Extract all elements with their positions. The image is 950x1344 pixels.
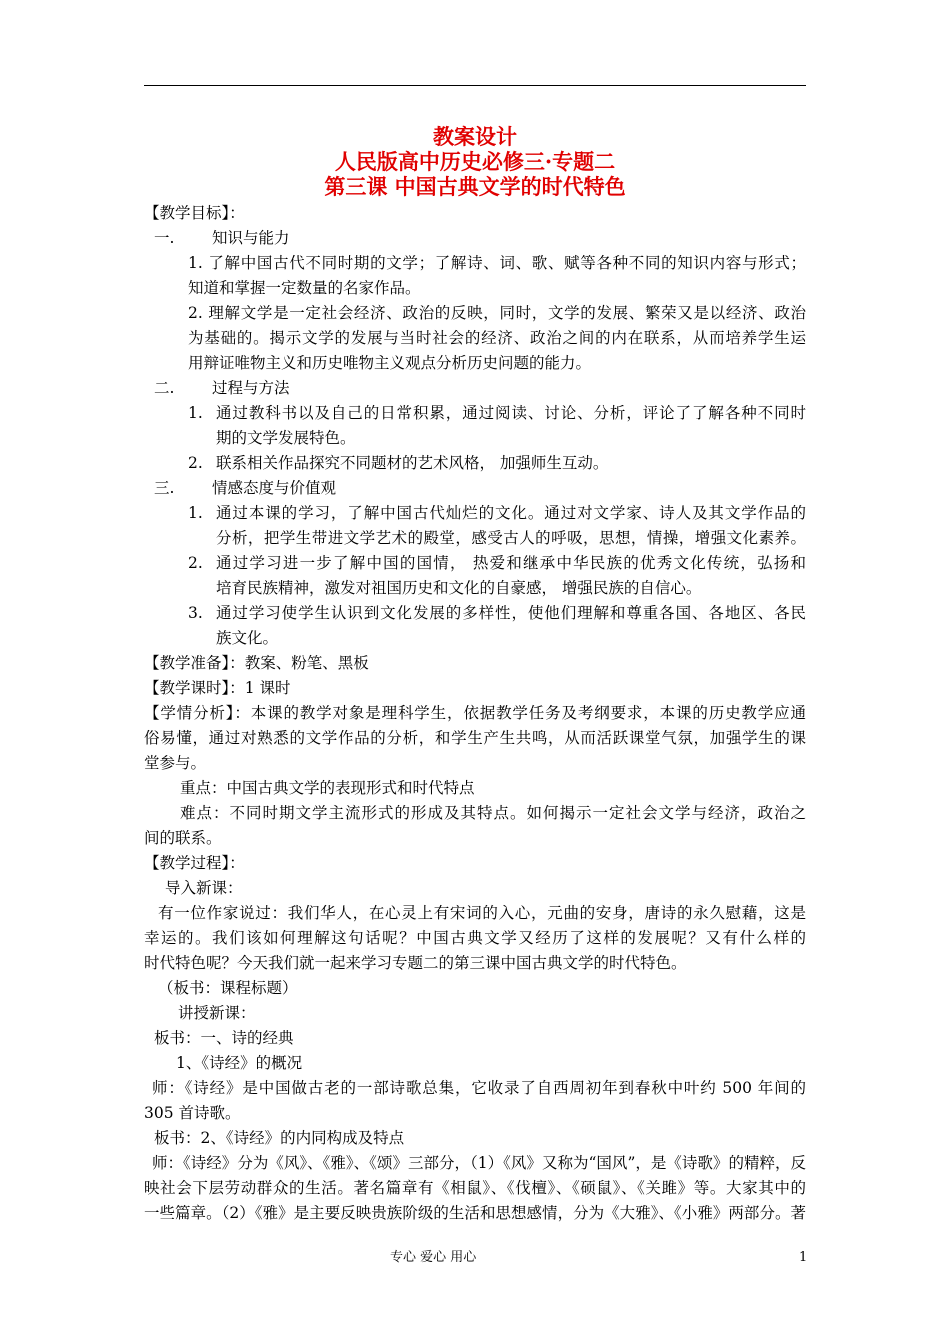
attitude-3-line-2: 族文化。 (216, 629, 279, 647)
teaching-hours: 【教学课时】：1 课时 (144, 679, 291, 697)
key-point: 重点：中国古典文学的表现形式和时代特点 (180, 779, 475, 797)
attitude-2-number: 2. (188, 554, 203, 572)
attitude-2-line-2: 培育民族精神，激发对祖国历史和文化的自豪感， 增强民族的自信心。 (216, 579, 702, 597)
footer-motto: 专心 爱心 用心 (390, 1250, 477, 1265)
board-note-poetry: 板书：一、诗的经典 (154, 1029, 294, 1047)
attitude-3-number: 3. (188, 604, 203, 622)
goal-2-line-2: 为基础的。揭示文学的发展与当时社会的经济、政治之间的内在联系，从而培养学生运 (188, 329, 806, 347)
analysis-line-3: 堂参与。 (144, 754, 207, 772)
attitude-1-line-1: 通过本课的学习，了解中国古代灿烂的文化。通过对文学家、诗人及其文学作品的 (216, 504, 806, 522)
section-1-title: 知识与能力 (212, 229, 290, 247)
intro-line-1: 有一位作家说过：我们华人，在心灵上有宋词的入心，元曲的安身，唐诗的永久慰藉，这是 (158, 904, 806, 922)
goals-heading: 【教学目标】： (144, 204, 245, 222)
attitude-3-line-1: 通过学习使学生认识到文化发展的多样性，使他们理解和尊重各国、各地区、各民 (216, 604, 806, 622)
teacher-text-2-line-3: 一些篇章。（2）《雅》是主要反映贵族阶级的生活和思想感情，分为《大雅》、《小雅》两部分。著 (144, 1204, 806, 1222)
teacher-text-1-line-2: 305 首诗歌。 (144, 1104, 241, 1122)
header-rule (144, 85, 806, 86)
section-3-title: 情感态度与价值观 (212, 479, 337, 497)
intro-label: 导入新课： (165, 879, 243, 897)
teacher-text-1-line-1: 师：《诗经》是中国做古老的一部诗歌总集，它收录了自西周初年到春秋中叶约 500 年间的 (152, 1079, 806, 1097)
analysis-line-2: 俗易懂，通过对熟悉的文学作品的分析，和学生产生共鸣，从而活跃课堂气氛，加强学生的课 (144, 729, 806, 747)
intro-line-2: 幸运的。我们该如何理解这句话呢？中国古典文学又经历了这样的发展呢？又有什么样的 (144, 929, 806, 947)
board-note-title: （板书：课程标题） (158, 979, 298, 997)
method-2-line-1: 联系相关作品探究不同题材的艺术风格， 加强师生互动。 (216, 454, 609, 472)
analysis-line-1: 【学情分析】：本课的教学对象是理科学生，依据教学任务及考纲要求，本课的历史教学应通 (144, 704, 806, 722)
method-1-line-2: 期的文学发展特色。 (216, 429, 356, 447)
attitude-1-line-2: 分析，把学生带进文学艺术的殿堂，感受古人的呼吸，思想，情操，增强文化素养。 (216, 529, 806, 547)
teacher-text-2-line-2: 映社会下层劳动群众的生活。著名篇章有《相鼠》、《伐檀》、《硕鼠》、《关雎》等。大家其中的 (144, 1179, 806, 1197)
method-2-number: 2. (188, 454, 203, 472)
goal-2-line-3: 用辩证唯物主义和历史唯物主义观点分析历史问题的能力。 (188, 354, 592, 372)
teacher-text-2-line-1: 师：《诗经》分为《风》、《雅》、《颂》三部分，（1）《风》又称为“国风”，是《诗歌》的精粹，反 (152, 1154, 806, 1172)
board-note-shijing: 板书：2、《诗经》的内同构成及特点 (154, 1129, 405, 1147)
section-1-number: 一. (154, 229, 175, 247)
method-1-line-1: 通过教科书以及自己的日常积累，通过阅读、讨论、分析，评论了了解各种不同时 (216, 404, 806, 422)
method-1-number: 1. (188, 404, 203, 422)
page-number: 1 (799, 1250, 808, 1265)
teaching-prep: 【教学准备】：教案、粉笔、黑板 (144, 654, 369, 672)
attitude-1-number: 1. (188, 504, 203, 522)
lesson-title: 第三课 中国古典文学的时代特色 (324, 174, 626, 199)
lecture-label: 讲授新课： (178, 1004, 256, 1022)
goal-1-line-1: 1. 了解中国古代不同时期的文学；了解诗、词、歌、赋等各种不同的知识内容与形式； (188, 254, 806, 272)
section-3-number: 三. (154, 479, 175, 497)
difficulty-line-1: 难点：不同时期文学主流形式的形成及其特点。如何揭示一定社会文学与经济，政治之 (180, 804, 806, 822)
goal-2-line-1: 2. 理解文学是一定社会经济、政治的反映，同时，文学的发展、繁荣又是以经济、政治 (188, 304, 806, 322)
doc-subtitle: 人民版高中历史必修三·专题二 (334, 149, 616, 174)
process-heading: 【教学过程】： (144, 854, 245, 872)
difficulty-line-2: 间的联系。 (144, 829, 222, 847)
goal-1-line-2: 知道和掌握一定数量的名家作品。 (188, 279, 421, 297)
section-2-title: 过程与方法 (212, 379, 290, 397)
doc-title: 教案设计 (433, 124, 517, 149)
intro-line-3: 时代特色呢？今天我们就一起来学习专题二的第三课中国古典文学的时代特色。 (144, 954, 687, 972)
section-2-number: 二. (154, 379, 175, 397)
shijing-overview-heading: 1、《诗经》的概况 (176, 1054, 303, 1072)
attitude-2-line-1: 通过学习进一步了解中国的国情， 热爱和继承中华民族的优秀文化传统，弘扬和 (216, 554, 806, 572)
